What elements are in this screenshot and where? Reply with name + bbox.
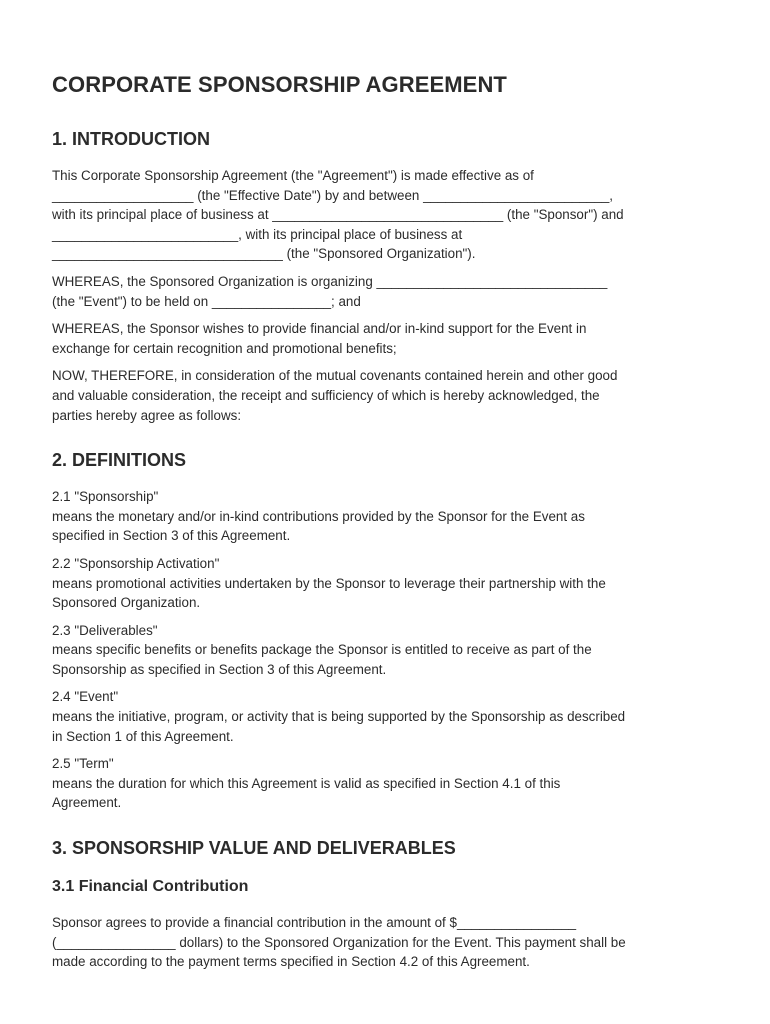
section-heading-sponsorship: 3. SPONSORSHIP VALUE AND DELIVERABLES [52,838,456,859]
section-definitions [52,447,722,813]
definition-meaning: means specific benefits or benefits package the Sponsor is entitled to receive as part of the Sponsorship as specified in Section 3 of this Agreement. [52,642,592,677]
definition-meaning: means the monetary and/or in-kind contributions provided by the Sponsor for the Event as specified in Section 3 of this Agreement. [52,508,585,544]
definition-item [52,754,722,813]
definition-item [52,554,722,613]
section-heading-introduction: 1. INTRODUCTION [52,129,211,149]
document-title: CORPORATE SPONSORSHIP AGREEMENT [52,72,507,97]
definition-term: 2.1 "Sponsorship" [52,489,159,505]
document-page [52,70,722,994]
definition-item [52,621,722,680]
section-heading-definitions: 2. DEFINITIONS [52,450,187,471]
definition-meaning: means the duration for which this Agreement is valid as specified in Section 4.1 of this Agreement. [52,775,561,811]
section-introduction [52,126,722,425]
intro-paragraph-now-therefore: NOW, THEREFORE, in consideration of the mutual covenants contained herein and other good and valuable consideration, the receipt and sufficiency of which is hereby acknowledged, the parties hereby agree as follows: [52,368,618,423]
definition-item [52,687,722,746]
definition-item [52,487,722,546]
definition-term: 2.3 "Deliverables" [52,622,158,638]
subsection-heading-financial-contribution: 3.1 Financial Contribution [52,878,249,896]
intro-paragraph-whereas-support: WHEREAS, the Sponsor wishes to provide financial and/or in-kind support for the Event in exchange for certain recognition and promotional benefits; [52,321,587,356]
intro-paragraph-parties: This Corporate Sponsorship Agreement (the "Agreement") is made effective as of ___________________ (the "Effective Date") by and between _________________________, with its principal place of business at _______________________________ (the "Sponsor") and _________________________, with its principal place of business at _______________________________ (the "Sponsored Organization"). [52,168,624,262]
financial-contribution-paragraph: Sponsor agrees to provide a financial contribution in the amount of $________________ (________________ dollars) to the Sponsored Organization for the Event. This payment shall be made according to the payment terms specified in Section 4.2 of this Agreement. [52,915,626,970]
definition-term: 2.2 "Sponsorship Activation" [52,555,220,571]
definition-meaning: means promotional activities undertaken by the Sponsor to leverage their partnership with the Sponsored Organization. [52,575,606,611]
intro-paragraph-whereas-event: WHEREAS, the Sponsored Organization is organizing _______________________________ (the "Event") to be held on ________________; and [52,273,608,309]
definition-meaning: means the initiative, program, or activity that is being supported by the Sponsorship as described in Section 1 of this Agreement. [52,709,626,744]
definition-term: 2.4 "Event" [52,689,119,705]
section-sponsorship [52,835,722,972]
definition-term: 2.5 "Term" [52,756,114,772]
